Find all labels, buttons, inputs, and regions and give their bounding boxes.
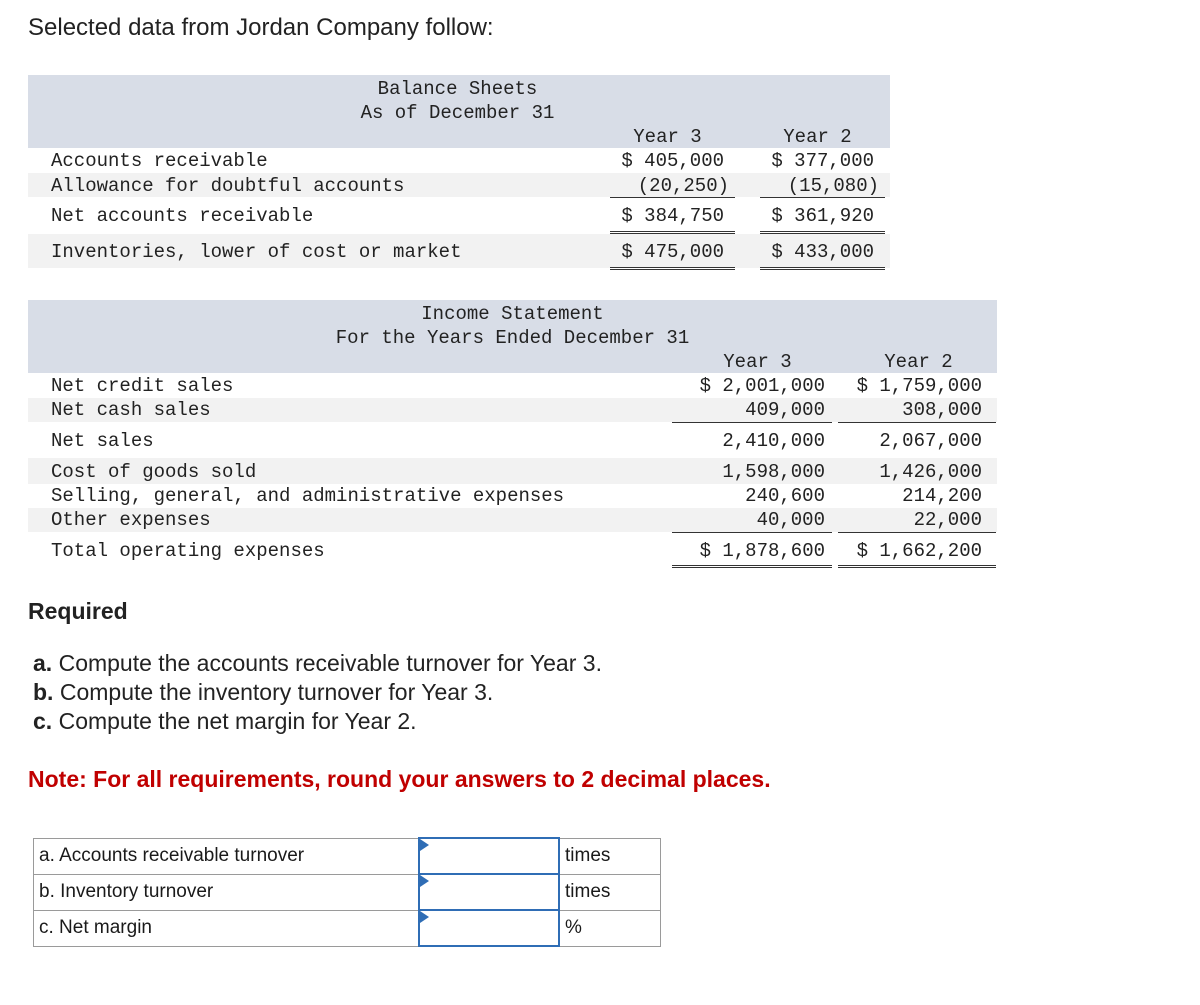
subtotal-rule [672,532,832,533]
value-year3: 409,000 [745,399,825,421]
accounts-receivable-turnover-input[interactable] [420,840,558,872]
balance-sheet-title: Balance Sheets [377,78,538,100]
requirement-text: Compute the accounts receivable turnover for Year 3. [58,650,602,676]
total-double-rule [610,267,735,270]
value-year2: 2,067,000 [879,430,982,452]
value-year3: 1,598,000 [722,461,825,483]
total-double-rule [838,565,996,568]
answer-label: b. Inventory turnover [34,874,420,910]
rounding-note: Note: For all requirements, round your answers to 2 decimal places. [28,766,771,792]
answer-row [34,874,661,910]
value-year2: $ 1,759,000 [856,375,982,397]
value-year3: 40,000 [756,509,825,531]
row-label: Allowance for doubtful accounts [51,175,405,197]
value-year3: $ 2,001,000 [699,375,825,397]
input-marker-icon [420,911,429,923]
answer-input-cell[interactable] [419,910,559,946]
column-header-year3: Year 3 [723,351,792,373]
row-label: Net sales [51,430,154,452]
row-label: Net accounts receivable [51,205,314,227]
value-year2: $ 433,000 [771,241,874,263]
total-double-rule [610,231,735,234]
row-label: Net credit sales [51,375,234,397]
row-label: Other expenses [51,509,211,531]
subtotal-rule [838,422,996,423]
value-year2: $ 377,000 [771,150,874,172]
input-marker-icon [420,875,429,887]
answer-input-cell[interactable] [419,838,559,874]
requirement-c [33,708,417,735]
answer-unit: times [559,838,661,874]
column-header-year3: Year 3 [633,126,702,148]
value-year3: $ 405,000 [621,150,724,172]
value-year3: $ 475,000 [621,241,724,263]
requirement-text: Compute the inventory turnover for Year 3. [59,679,494,705]
value-year2: 22,000 [913,509,982,531]
row-label: Inventories, lower of cost or market [51,241,462,263]
subtotal-rule [838,532,996,533]
value-year3: $ 384,750 [621,205,724,227]
input-marker-icon [420,839,429,851]
net-margin-input[interactable] [420,912,558,944]
value-year3: 2,410,000 [722,430,825,452]
answer-row [34,838,661,874]
value-year3: 240,600 [745,485,825,507]
answer-label: a. Accounts receivable turnover [34,838,420,874]
row-label: Cost of goods sold [51,461,257,483]
income-statement-subtitle: For the Years Ended December 31 [335,327,690,349]
required-heading: Required [28,598,128,624]
subtotal-rule [760,197,885,198]
requirement-a [33,650,602,677]
balance-sheet-subtitle: As of December 31 [360,102,555,124]
total-double-rule [672,565,832,568]
column-header-year2: Year 2 [884,351,953,373]
intro-text: Selected data from Jordan Company follow: [28,14,494,41]
answer-row [34,910,661,946]
answer-input-cell[interactable] [419,874,559,910]
row-label: Accounts receivable [51,150,268,172]
value-year3: $ 1,878,600 [699,540,825,562]
subtotal-rule [672,422,832,423]
inventory-turnover-input[interactable] [420,876,558,908]
value-year3: (20,250) [637,175,729,197]
value-year2: 214,200 [902,485,982,507]
column-header-year2: Year 2 [783,126,852,148]
row-label: Selling, general, and administrative expenses [51,485,565,507]
income-statement-title: Income Statement [421,303,604,325]
requirement-letter: c. [33,708,53,734]
value-year2: 1,426,000 [879,461,982,483]
answer-table [33,837,661,947]
value-year2: $ 1,662,200 [856,540,982,562]
requirement-b [33,679,493,706]
row-label: Net cash sales [51,399,211,421]
total-double-rule [760,231,885,234]
answer-unit: % [559,910,661,946]
requirement-text: Compute the net margin for Year 2. [58,708,417,734]
value-year2: $ 361,920 [771,205,874,227]
value-year2: 308,000 [902,399,982,421]
requirement-letter: a. [33,650,53,676]
total-double-rule [760,267,885,270]
subtotal-rule [610,197,735,198]
requirement-letter: b. [33,679,54,705]
answer-unit: times [559,874,661,910]
value-year2: (15,080) [787,175,879,197]
answer-label: c. Net margin [34,910,420,946]
row-label: Total operating expenses [51,540,325,562]
